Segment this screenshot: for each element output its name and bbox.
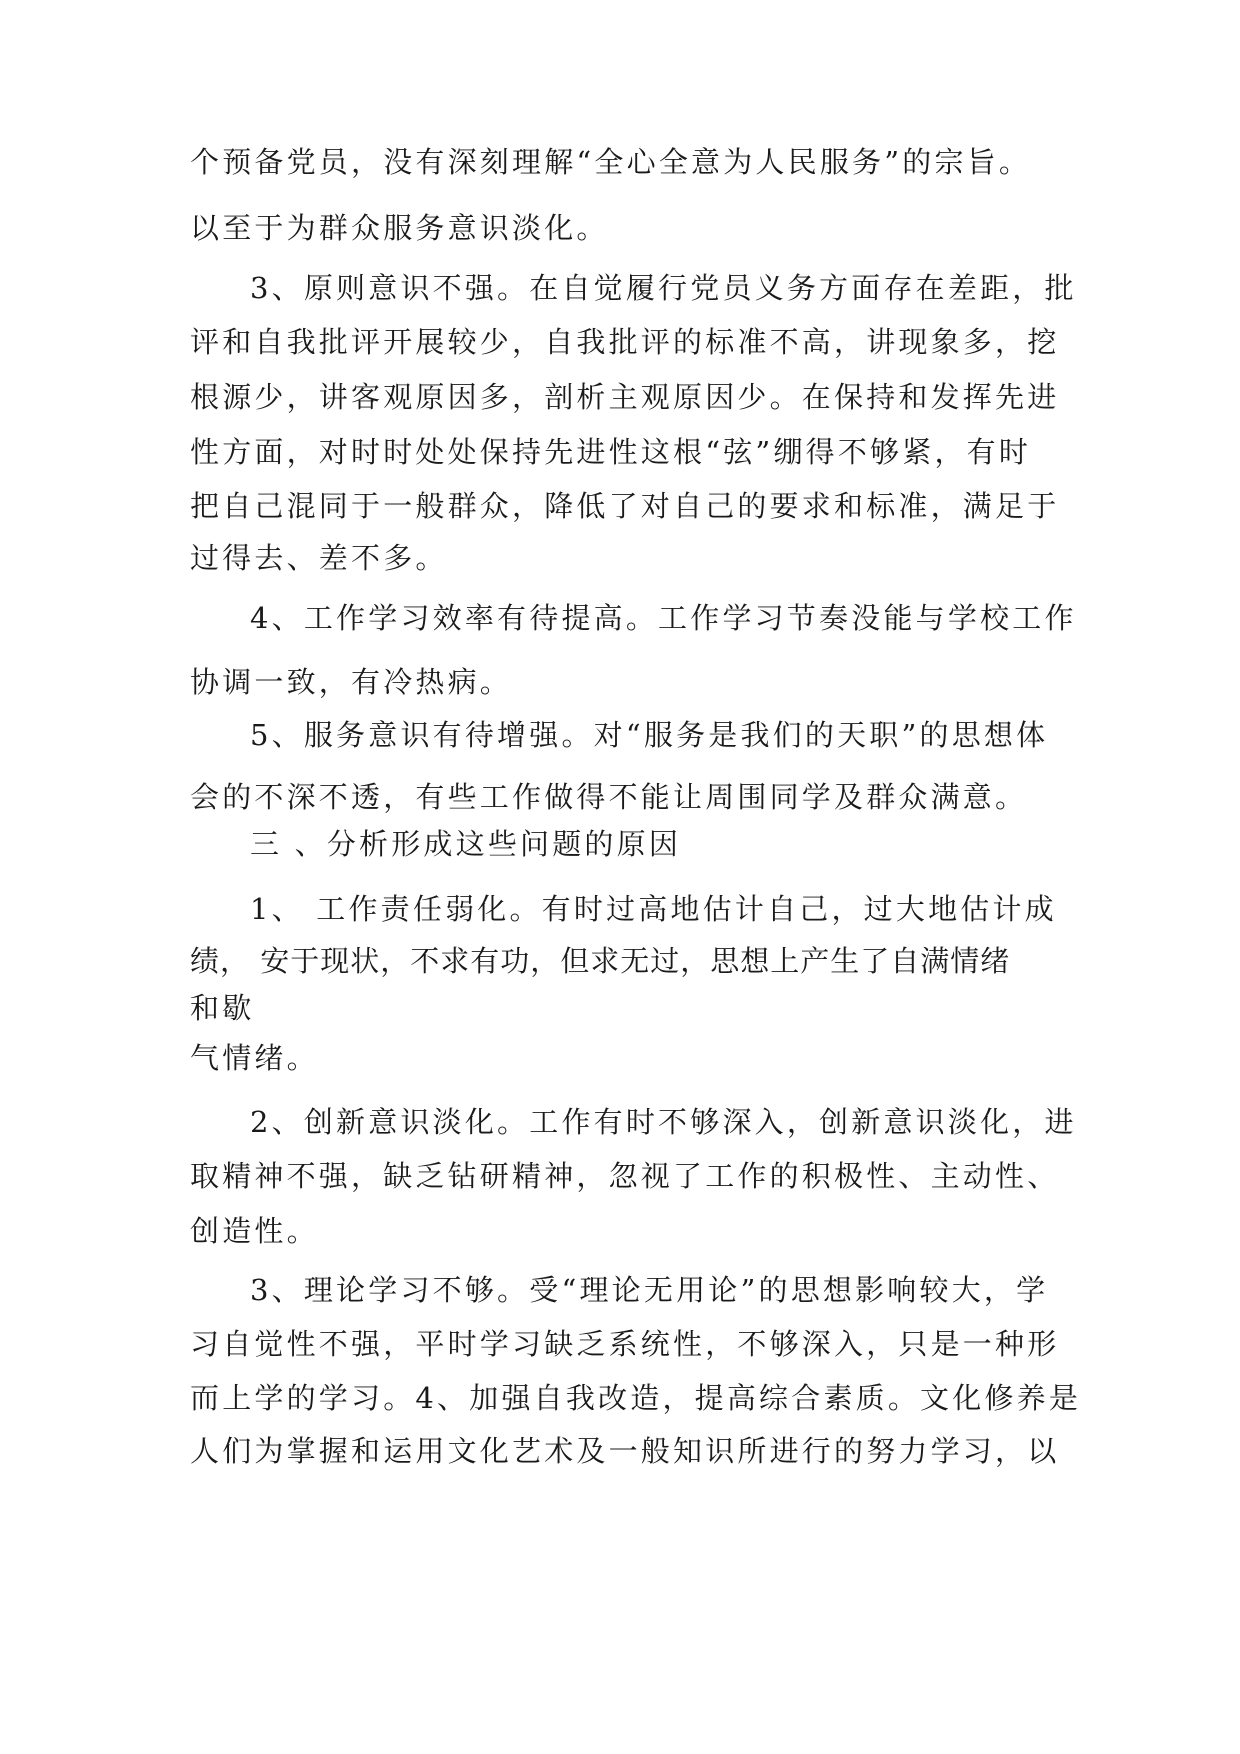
text-line: 3、原则意识不强。在自觉履行党员义务方面存在差距，批: [250, 271, 1077, 305]
text-line: 人们为掌握和运用文化艺术及一般知识所进行的努力学习，以: [190, 1434, 1060, 1468]
text-line: 5、服务意识有待增强。对“服务是我们的天职”的思想体: [250, 718, 1049, 752]
text-line: 2、创新意识淡化。工作有时不够深入，创新意识淡化，进: [250, 1105, 1077, 1139]
text-line: 绩， 安于现状，不求有功，但求无过，思想上产生了自满情绪: [190, 944, 1011, 978]
text-line: 评和自我批评开展较少，自我批评的标准不高，讲现象多，挖: [190, 325, 1060, 359]
text-line: 性方面，对时时处处保持先进性这根“弦”绷得不够紧，有时: [190, 435, 1032, 469]
text-line: 会的不深不透，有些工作做得不能让周围同学及群众满意。: [190, 780, 1028, 814]
text-line: 协调一致，有冷热病。: [190, 665, 513, 699]
text-line: 过得去、差不多。: [190, 541, 448, 575]
text-line: 气情绪。: [190, 1041, 319, 1075]
text-line: 取精神不强，缺乏钻研精神，忽视了工作的积极性、主动性、: [190, 1159, 1060, 1193]
text-line: 和歇: [190, 991, 255, 1025]
text-line: 而上学的学习。4、加强自我改造，提高综合素质。文化修养是: [190, 1381, 1082, 1415]
text-line: 3、理论学习不够。受“理论无用论”的思想影响较大，学: [250, 1273, 1049, 1307]
section-heading: 三 、分析形成这些问题的原因: [250, 827, 682, 861]
text-line: 把自己混同于一般群众，降低了对自己的要求和标准，满足于: [190, 489, 1060, 523]
text-line: 根源少，讲客观原因多，剖析主观原因少。在保持和发挥先进: [190, 380, 1060, 414]
text-line: 1、 工作责任弱化。有时过高地估计自己，过大地估计成: [250, 892, 1057, 926]
text-line: 创造性。: [190, 1214, 319, 1248]
text-line: 4、工作学习效率有待提高。工作学习节奏没能与学校工作: [250, 601, 1077, 635]
text-line: 习自觉性不强，平时学习缺乏系统性，不够深入，只是一种形: [190, 1327, 1060, 1361]
text-line: 个预备党员，没有深刻理解“全心全意为人民服务”的宗旨。: [190, 145, 1032, 179]
text-line: 以至于为群众服务意识淡化。: [190, 211, 609, 245]
